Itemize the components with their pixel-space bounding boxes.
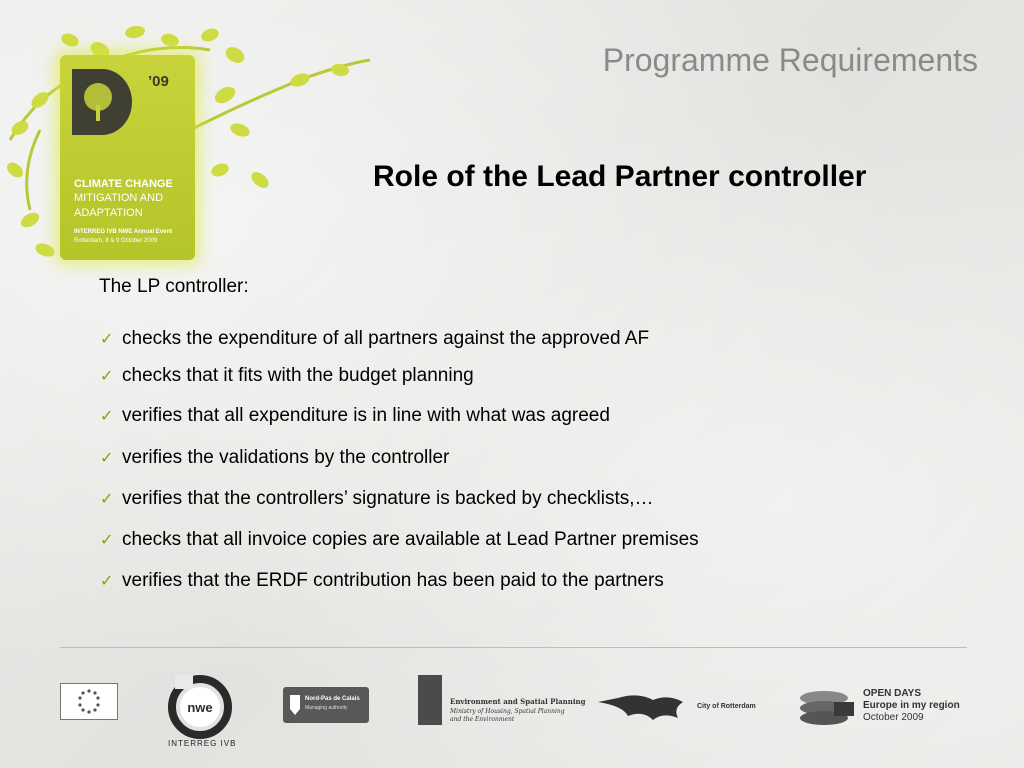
bullet-text: verifies that the controllers’ signature is backed by checklists,… xyxy=(122,488,654,509)
checkmark-icon: ✓ xyxy=(100,491,114,508)
checkmark-icon: ✓ xyxy=(100,331,114,348)
tree-emblem-icon xyxy=(72,69,132,135)
nwe-logo-icon xyxy=(165,668,235,746)
bullet-item xyxy=(100,365,474,387)
netherlands-ministry-emblem-icon xyxy=(418,675,442,725)
badge-title: CLIMATE CHANGE xyxy=(74,178,173,190)
bullet-text: verifies that all expenditure is in line with what was agreed xyxy=(122,405,610,426)
badge-subtitle-line: ADAPTATION xyxy=(74,207,143,219)
badge-subtitle xyxy=(74,191,194,221)
bullet-item xyxy=(100,328,649,350)
svg-text:nwe: nwe xyxy=(187,700,213,715)
bullet-item xyxy=(100,570,664,592)
bullet-text: checks that all invoice copies are available at Lead Partner premises xyxy=(122,529,699,550)
checkmark-icon: ✓ xyxy=(100,532,114,549)
event-badge xyxy=(60,55,195,260)
bullet-item xyxy=(100,488,654,510)
badge-place: Rotterdam, 8 & 9 October 2009 xyxy=(74,238,158,244)
npdc-name: Nord-Pas de Calais xyxy=(305,696,360,702)
ministry-name: Environment and Spatial Planning xyxy=(450,697,586,706)
section-heading: Role of the Lead Partner controller xyxy=(373,160,867,193)
bullet-item xyxy=(100,529,699,551)
nwe-label: INTERREG IVB xyxy=(168,739,237,748)
badge-year: ’09 xyxy=(148,73,169,90)
open-days-title: OPEN DAYS xyxy=(863,688,921,699)
open-days-icon xyxy=(798,688,856,728)
open-days-tagline: Europe in my region xyxy=(863,700,960,711)
rotterdam-lion-icon xyxy=(598,690,690,724)
intro-text: The LP controller: xyxy=(99,276,249,297)
checkmark-icon: ✓ xyxy=(100,573,114,590)
page-title: Programme Requirements xyxy=(602,42,978,78)
bullet-text: verifies that the ERDF contribution has been paid to the partners xyxy=(122,570,664,591)
bullet-text: checks that it fits with the budget planning xyxy=(122,365,474,386)
bullet-text: checks the expenditure of all partners against the approved AF xyxy=(122,328,650,349)
checkmark-icon: ✓ xyxy=(100,368,114,385)
npdc-role: Managing authority xyxy=(305,705,348,711)
ministry-subname: Ministry of Housing, Spatial Planning and the Environment xyxy=(450,708,565,723)
bullet-item xyxy=(100,405,610,427)
bullet-text: verifies the validations by the controller xyxy=(122,447,450,468)
badge-event: INTERREG IVB NWE Annual Event xyxy=(74,229,173,235)
checkmark-icon: ✓ xyxy=(100,408,114,425)
nord-pas-de-calais-logo xyxy=(283,687,369,723)
eu-flag-icon xyxy=(60,683,118,720)
footer-divider xyxy=(60,647,967,648)
badge-subtitle-line: MITIGATION AND xyxy=(74,192,164,204)
bullet-item xyxy=(100,447,449,469)
checkmark-icon: ✓ xyxy=(100,450,114,467)
rotterdam-label: City of Rotterdam xyxy=(697,703,756,710)
open-days-date: October 2009 xyxy=(863,712,924,723)
region-emblem-icon xyxy=(288,695,302,715)
